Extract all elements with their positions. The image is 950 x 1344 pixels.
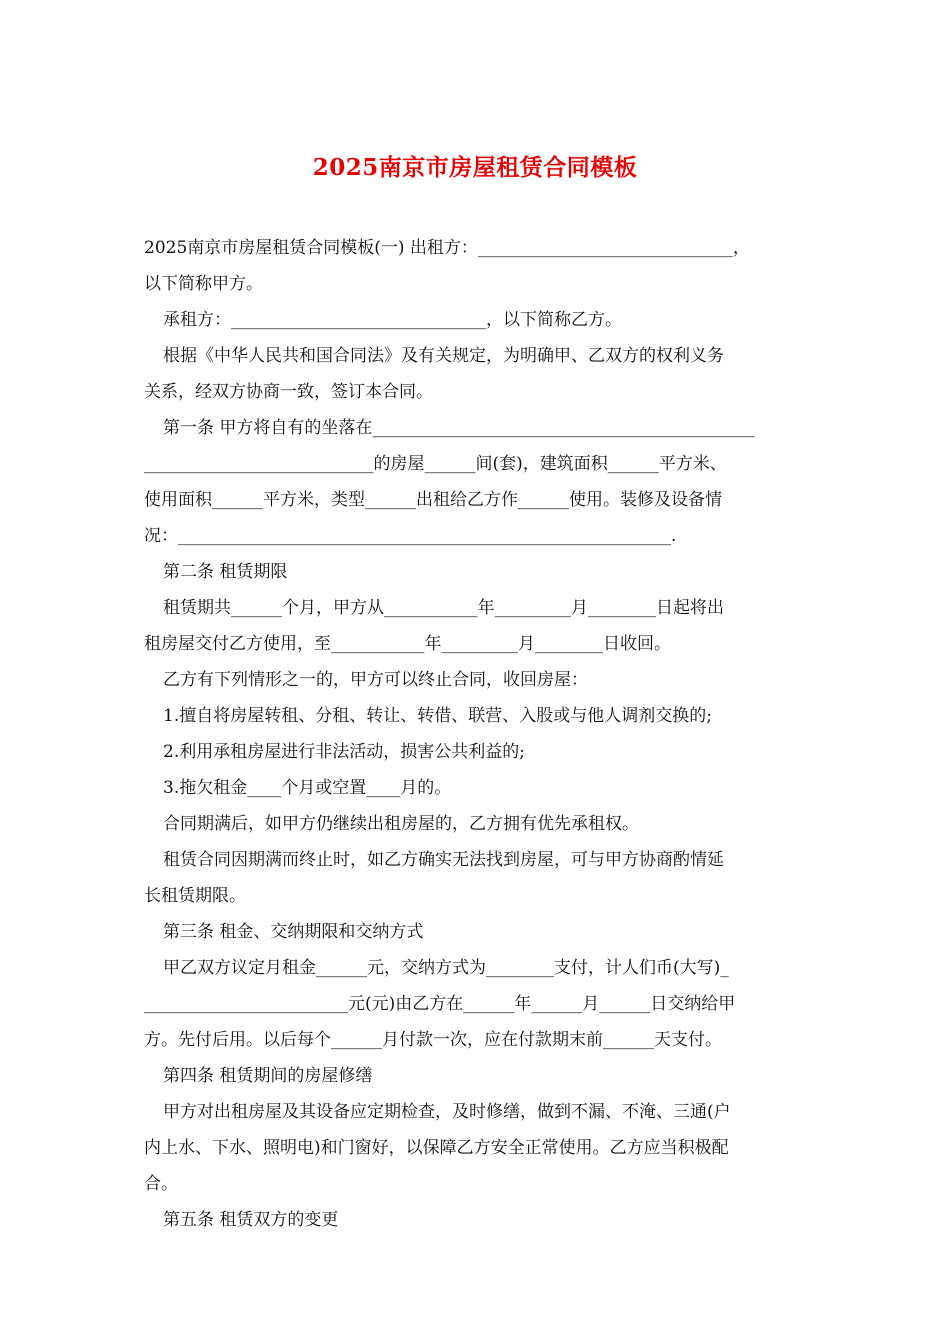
text-line: 乙方有下列情形之一的，甲方可以终止合同，收回房屋： bbox=[163, 670, 588, 690]
text-line: 租房屋交付乙方使用，至___________年_________月________日收回。 bbox=[144, 634, 671, 654]
text-line: 关系，经双方协商一致，签订本合同。 bbox=[144, 382, 433, 402]
text-line: 使用面积______平方米，类型______出租给乙方作______使用。装修及设备情 bbox=[144, 490, 722, 510]
document-title: 2025南京市房屋租赁合同模板 bbox=[312, 154, 638, 181]
text-line: 承租方：______________________________，以下简称乙方。 bbox=[163, 310, 622, 330]
article-heading: 第二条 租赁期限 bbox=[163, 562, 288, 582]
text-line: 租赁期共______个月，甲方从___________年_________月________日起将出 bbox=[163, 598, 724, 618]
document-body bbox=[144, 230, 808, 1238]
text-line: 况：__________________________________________________________. bbox=[144, 526, 677, 546]
article-heading: 第三条 租金、交纳期限和交纳方式 bbox=[163, 922, 424, 942]
text-line: 方。先付后用。以后每个______月付款一次，应在付款期末前______天支付。 bbox=[144, 1030, 722, 1050]
list-item: 1.擅自将房屋转租、分租、转让、转借、联营、入股或与他人调剂交换的; bbox=[163, 706, 712, 726]
text-line: 内上水、下水、照明电)和门窗好，以保障乙方安全正常使用。乙方应当积极配 bbox=[144, 1138, 729, 1158]
list-item: 3.拖欠租金____个月或空置____月的。 bbox=[163, 778, 452, 798]
text-line: ________________________元(元)由乙方在______年______月______日交纳给甲 bbox=[144, 994, 736, 1014]
text-line: 长租赁期限。 bbox=[144, 886, 246, 906]
text-line: 以下简称甲方。 bbox=[144, 274, 263, 294]
text-line: 根据《中华人民共和国合同法》及有关规定，为明确甲、乙双方的权利义务 bbox=[163, 346, 724, 366]
text-line: 合。 bbox=[144, 1174, 178, 1194]
article-heading: 第五条 租赁双方的变更 bbox=[163, 1210, 339, 1230]
text-line: 2025南京市房屋租赁合同模板(一) 出租方：______________________________， bbox=[144, 238, 750, 258]
article-heading: 第四条 租赁期间的房屋修缮 bbox=[163, 1066, 373, 1086]
text-line: 甲乙双方议定月租金______元，交纳方式为________支付，计人们币(大写)_ bbox=[163, 958, 729, 978]
text-line: 租赁合同因期满而终止时，如乙方确实无法找到房屋，可与甲方协商酌情延 bbox=[163, 850, 724, 870]
article-line: 第一条 甲方将自有的坐落在_____________________________________________ bbox=[163, 418, 755, 438]
text-line: ___________________________的房屋______间(套)，建筑面积______平方米、 bbox=[144, 454, 727, 474]
list-item: 2.利用承租房屋进行非法活动，损害公共利益的; bbox=[163, 742, 525, 762]
text-line: 合同期满后，如甲方仍继续出租房屋的，乙方拥有优先承租权。 bbox=[163, 814, 639, 834]
text-line: 甲方对出租房屋及其设备应定期检查，及时修缮，做到不漏、不淹、三通(户 bbox=[163, 1102, 731, 1122]
